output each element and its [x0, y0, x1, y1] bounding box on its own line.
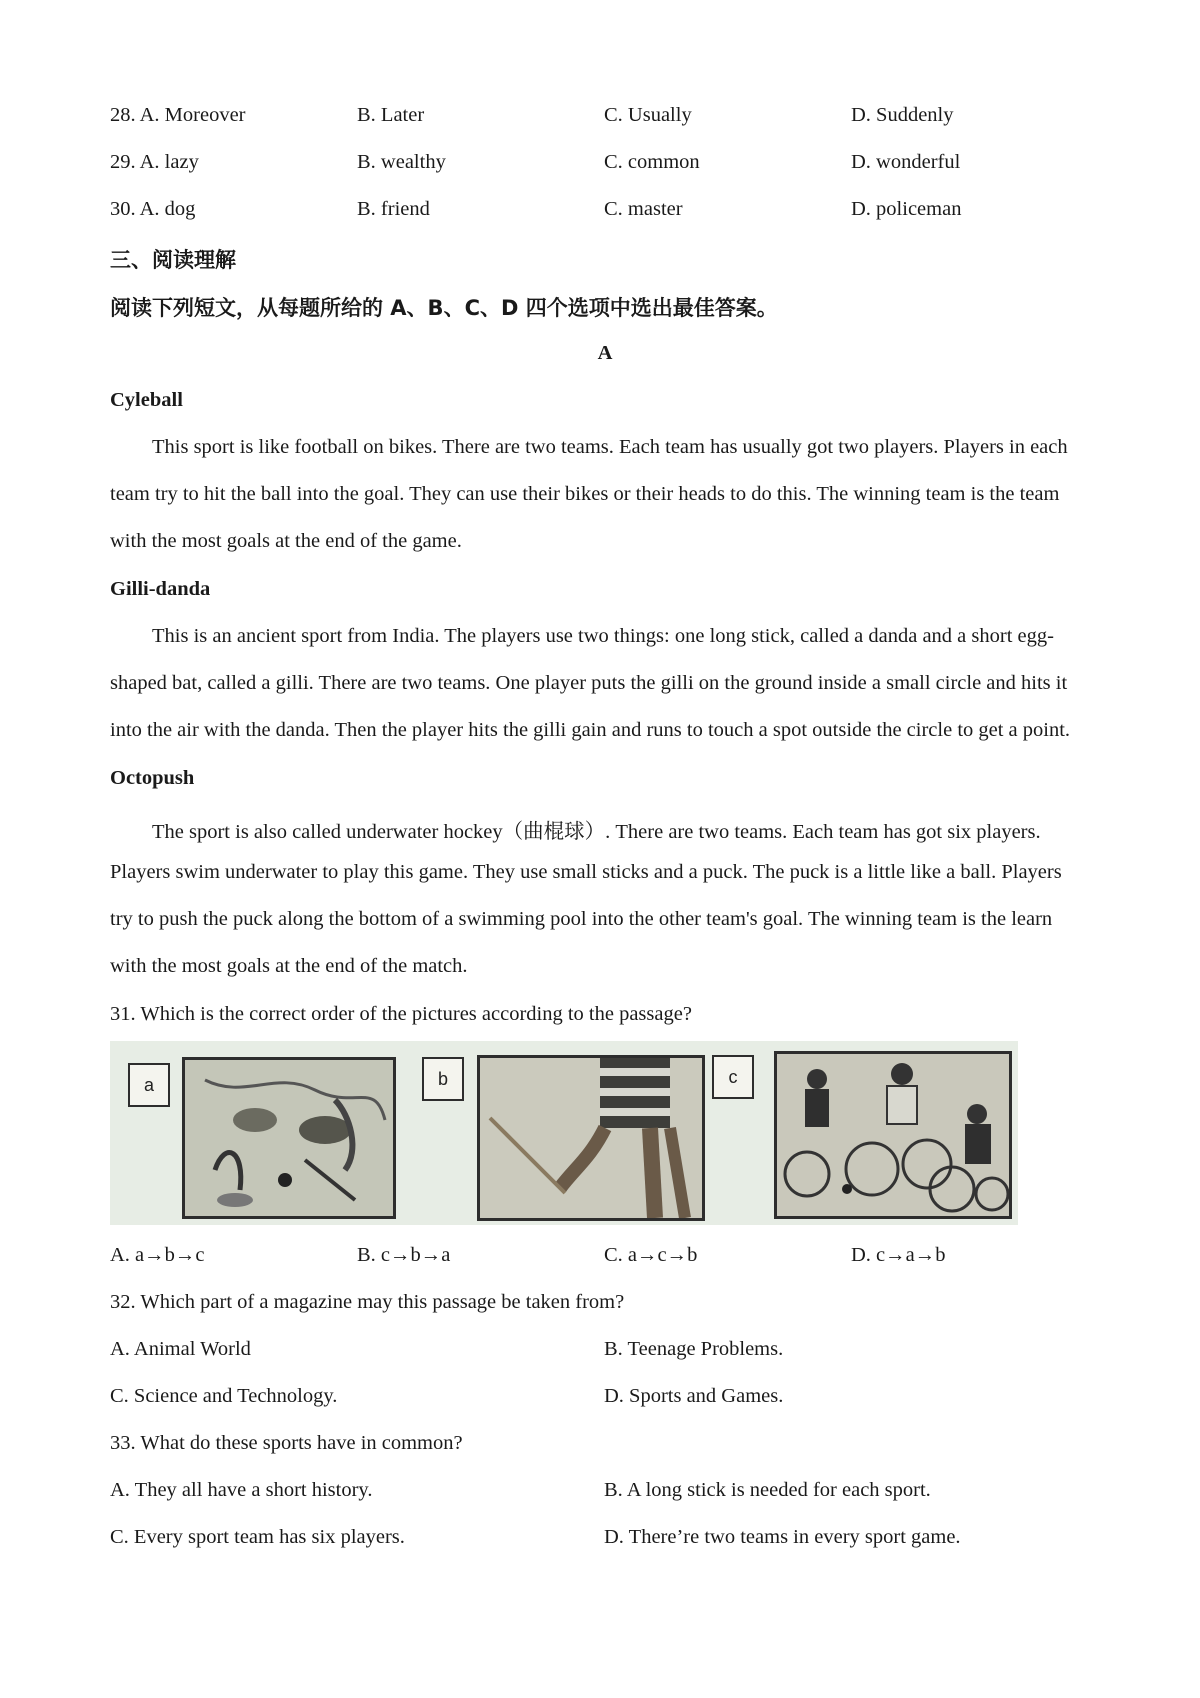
option-b: B. Teenage Problems. — [604, 1338, 784, 1360]
paragraph-line: team try to hit the ball into the goal. They can use their bikes or their heads to do this. The winning team is the team — [110, 483, 1060, 505]
underwater-hockey-illustration — [185, 1060, 393, 1216]
paragraph-line: with the most goals at the end of the match. — [110, 955, 468, 977]
passage-label: A — [597, 342, 613, 364]
option-a: A. They all have a short history. — [110, 1479, 373, 1501]
option-a: 28. A. Moreover — [110, 104, 246, 126]
cycleball-illustration — [777, 1054, 1009, 1216]
option-b: B. Later — [357, 104, 425, 126]
sport-pictures — [110, 1041, 1018, 1225]
option-b: B. friend — [357, 198, 430, 220]
picture-label-c: c — [712, 1055, 754, 1099]
option-d: D. wonderful — [851, 151, 961, 173]
option-c: C. master — [604, 198, 683, 220]
option-b: B. c→b→a — [357, 1244, 451, 1266]
section-instruction: 阅读下列短文，从每题所给的 A、B、C、D 四个选项中选出最佳答案。 — [110, 296, 778, 320]
option-c: C. Every sport team has six players. — [110, 1526, 405, 1548]
picture-b-gilli-danda — [477, 1055, 705, 1221]
question-33-stem: 33. What do these sports have in common? — [110, 1432, 463, 1454]
option-c: C. a→c→b — [604, 1244, 698, 1266]
picture-a-octopush — [182, 1057, 396, 1219]
paragraph-line: Players swim underwater to play this game. They use small sticks and a puck. The puck is a little like a ball. Players — [110, 861, 1062, 883]
option-d: D. There’re two teams in every sport game. — [604, 1526, 961, 1548]
paragraph-line: shaped bat, called a gilli. There are two teams. One player puts the gilli on the ground inside a small circle and hits it — [110, 672, 1068, 694]
question-31-stem: 31. Which is the correct order of the pictures according to the passage? — [110, 1003, 692, 1025]
sport-heading-octopush: Octopush — [110, 767, 195, 789]
option-d: D. policeman — [851, 198, 962, 220]
paragraph-line: into the air with the danda. Then the player hits the gilli gain and runs to touch a spot outside the circle to get a point. — [110, 719, 1071, 741]
option-d: D. Sports and Games. — [604, 1385, 784, 1407]
paragraph-line: try to push the puck along the bottom of a swimming pool into the other team's goal. The winning team is the learn — [110, 908, 1053, 930]
paragraph-line: with the most goals at the end of the game. — [110, 530, 462, 552]
question-32-options-row-2 — [110, 1385, 1100, 1415]
sport-heading-gilli-danda: Gilli-danda — [110, 578, 211, 600]
picture-label-b: b — [422, 1057, 464, 1101]
question-row-29 — [110, 151, 1100, 181]
option-b: B. wealthy — [357, 151, 446, 173]
picture-label-a: a — [128, 1063, 170, 1107]
option-d: D. Suddenly — [851, 104, 954, 126]
option-c: C. Science and Technology. — [110, 1385, 338, 1407]
question-row-30 — [110, 198, 1100, 228]
paragraph-line: The sport is also called underwater hockey（曲棍球）. There are two teams. Each team has got six players. — [152, 821, 1041, 843]
question-32-options-row-1 — [110, 1338, 1100, 1368]
question-33-options-row-2 — [110, 1526, 1100, 1556]
option-a: A. Animal World — [110, 1338, 251, 1360]
sport-heading-cyleball: Cyleball — [110, 389, 183, 411]
option-a: 30. A. dog — [110, 198, 196, 220]
option-a: 29. A. lazy — [110, 151, 199, 173]
option-a: A. a→b→c — [110, 1244, 205, 1266]
paragraph-line: This is an ancient sport from India. The players use two things: one long stick, called a danda and a short egg- — [152, 625, 1054, 647]
section-title: 三、阅读理解 — [110, 248, 236, 272]
option-c: C. Usually — [604, 104, 692, 126]
question-31-options — [110, 1244, 1100, 1274]
paragraph-line: This sport is like football on bikes. There are two teams. Each team has usually got two players. Players in each — [152, 436, 1068, 458]
question-32-stem: 32. Which part of a magazine may this passage be taken from? — [110, 1291, 625, 1313]
gilli-danda-illustration — [480, 1058, 702, 1218]
option-d: D. c→a→b — [851, 1244, 946, 1266]
question-33-options-row-1 — [110, 1479, 1100, 1509]
picture-c-cycleball — [774, 1051, 1012, 1219]
option-b: B. A long stick is needed for each sport. — [604, 1479, 931, 1501]
question-row-28 — [110, 104, 1100, 134]
option-c: C. common — [604, 151, 700, 173]
